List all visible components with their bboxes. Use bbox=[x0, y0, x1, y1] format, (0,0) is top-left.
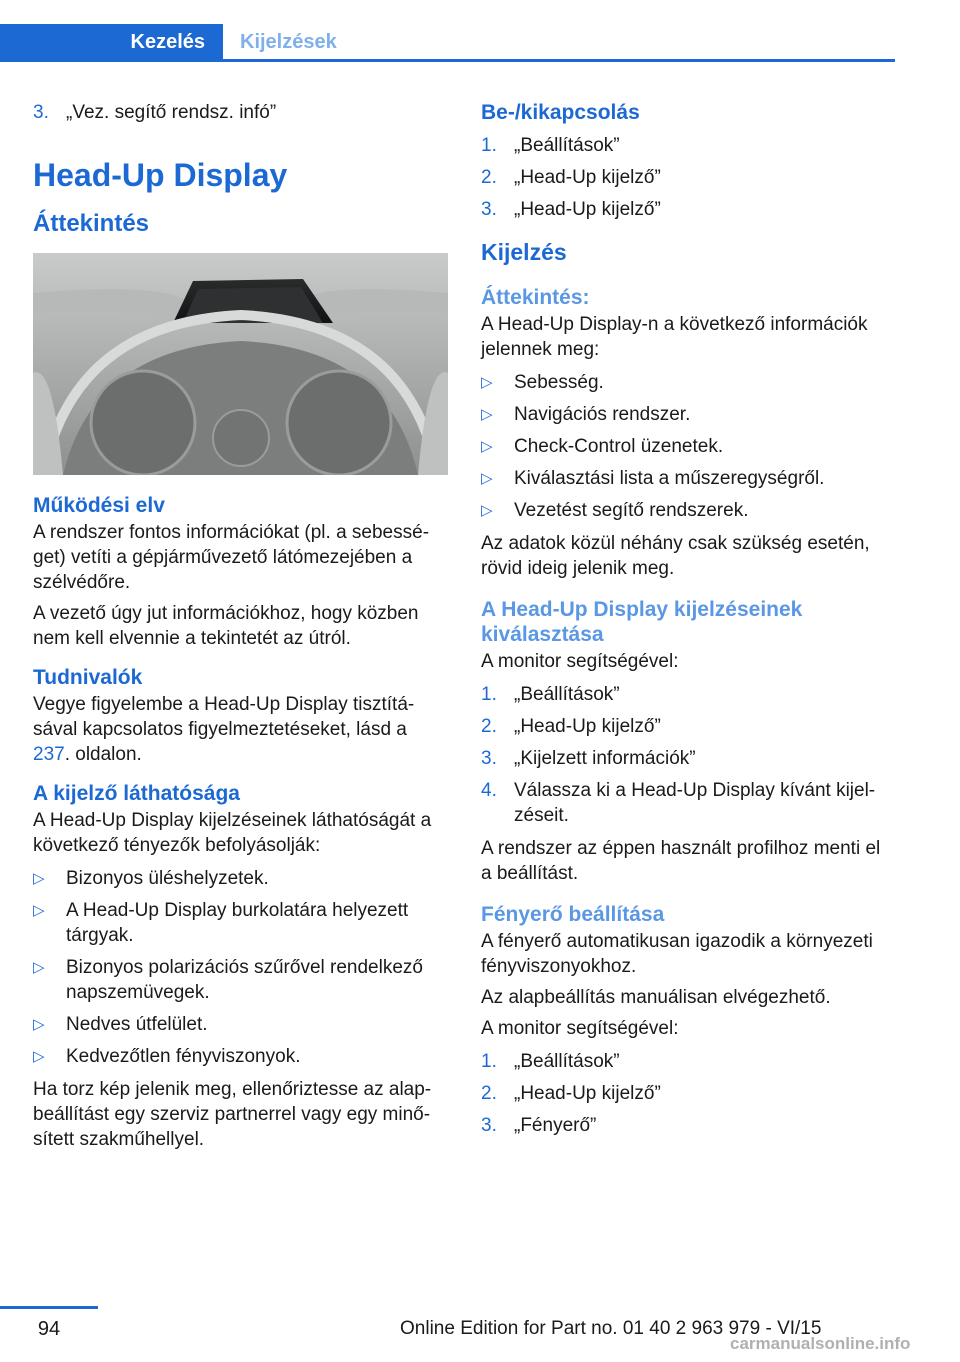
principle-paragraph-2: A vezető úgy jut információkhoz, hogy közben nem kell elvennie a tekintetét az útról. bbox=[33, 603, 419, 649]
list-item: ▷ Vezetést segítő rendszerek. bbox=[481, 500, 749, 521]
list-item bbox=[33, 100, 448, 125]
page-title: Head-Up Display bbox=[33, 157, 288, 193]
bullet-triangle-icon: ▷ bbox=[481, 438, 493, 455]
bullet-triangle-icon: ▷ bbox=[481, 374, 493, 391]
overview-intro: A Head-Up Display-n a következő információk jelennek meg: bbox=[481, 314, 868, 360]
bullet-triangle-icon: ▷ bbox=[33, 870, 45, 887]
select-steps bbox=[481, 682, 896, 828]
header-tabbar bbox=[0, 24, 895, 62]
list-item: 2. „Head-Up kijelző” bbox=[481, 716, 661, 737]
principle-paragraph-1: A rendszer fontos információkat (pl. a sebessé-get) vetíti a gépjárművezető látómezejében a szélvédőre. bbox=[33, 522, 430, 593]
brightness-paragraph-2: Az alapbeállítás manuálisan elvégezhető. bbox=[481, 987, 831, 1008]
notes-paragraph: Vegye figyelembe a Head-Up Display tisztítá-sával kapcsolatos figyelmeztetéseket, lásd a 237. oldalon. bbox=[33, 694, 415, 765]
select-outro: A rendszer az éppen használt profilhoz menti el a beállítást. bbox=[481, 838, 881, 884]
watermark: carmanualsonline.info bbox=[730, 1334, 911, 1353]
visibility-list bbox=[33, 866, 448, 1069]
list-item: 3. „Fényerő” bbox=[481, 1115, 597, 1136]
bullet-triangle-icon: ▷ bbox=[481, 502, 493, 519]
visibility-intro: A Head-Up Display kijelzéseinek láthatóságát a következő tényezők befolyásolják: bbox=[33, 810, 432, 856]
select-intro: A monitor segítségével: bbox=[481, 651, 679, 672]
list-item: ▷ Bizonyos üléshelyzetek. bbox=[33, 868, 269, 889]
brightness-paragraph-3: A monitor segítségével: bbox=[481, 1018, 679, 1039]
list-item: ▷ Bizonyos polarizációs szűrővel rendelkező napszemüvegek. bbox=[33, 957, 423, 1003]
edition-note: Online Edition for Part no. 01 40 2 963 979 - VI/15 bbox=[400, 1318, 822, 1339]
section-heading-overview: Áttekintés bbox=[33, 210, 150, 237]
section-heading-display: Kijelzés bbox=[481, 239, 567, 265]
step-number: 3. bbox=[33, 102, 49, 123]
tab-kezeles[interactable]: Kezelés bbox=[0, 24, 223, 60]
list-item: ▷ Navigációs rendszer. bbox=[481, 404, 691, 425]
list-item: ▷ A Head-Up Display burkolatára helyezett tárgyak. bbox=[33, 900, 409, 946]
bullet-triangle-icon: ▷ bbox=[481, 470, 493, 487]
left-column bbox=[33, 100, 448, 1152]
list-item: 1. „Beállítások” bbox=[481, 684, 620, 705]
list-item: ▷ Sebesség. bbox=[481, 372, 604, 393]
list-item: ▷ Nedves útfelület. bbox=[33, 1014, 208, 1035]
list-item: ▷ Check-Control üzenetek. bbox=[481, 436, 724, 457]
head-up-display-illustration bbox=[33, 253, 448, 475]
bullet-triangle-icon: ▷ bbox=[33, 1016, 45, 1033]
visibility-outro: Ha torz kép jelenik meg, ellenőriztesse az alap-beállítást egy szerviz partnerrel vagy egy minő-sített szakműhellyel. bbox=[33, 1079, 432, 1150]
overview-outro: Az adatok közül néhány csak szükség esetén, rövid ideig jelenik meg. bbox=[481, 533, 870, 579]
bullet-triangle-icon: ▷ bbox=[33, 1048, 45, 1065]
step-text: „Vez. segítő rendsz. infó” bbox=[66, 102, 277, 123]
section-heading-brightness: Fényerő beállítása bbox=[481, 903, 665, 926]
list-item: 2. „Head-Up kijelző” bbox=[481, 167, 661, 188]
page-number: 94 bbox=[37, 1318, 61, 1340]
page-link-237[interactable]: 237 bbox=[33, 744, 65, 765]
list-item: ▷ Kedvezőtlen fényviszonyok. bbox=[33, 1046, 301, 1067]
list-item: 1. „Beállítások” bbox=[481, 1051, 620, 1072]
bullet-triangle-icon: ▷ bbox=[33, 959, 45, 976]
list-item: ▷ Kiválasztási lista a műszeregységről. bbox=[481, 468, 825, 489]
footer-rule bbox=[0, 1306, 98, 1309]
section-heading-principle: Működési elv bbox=[33, 494, 165, 517]
list-item: 4. Válassza ki a Head-Up Display kívánt kijel-zéseit. bbox=[481, 780, 876, 826]
brightness-paragraph-1: A fényerő automatikusan igazodik a környezeti fényviszonyokhoz. bbox=[481, 931, 873, 977]
section-heading-notes: Tudnivalók bbox=[33, 666, 143, 689]
brightness-steps bbox=[481, 1049, 896, 1138]
tab-kijelzesek[interactable]: Kijelzések bbox=[240, 30, 337, 53]
overview-list bbox=[481, 370, 896, 523]
onoff-steps bbox=[481, 133, 896, 222]
section-heading-onoff: Be-/kikapcsolás bbox=[481, 101, 640, 124]
dashboard-figure bbox=[33, 253, 448, 475]
section-heading-visibility: A kijelző láthatósága bbox=[33, 782, 240, 805]
list-item: 3. „Head-Up kijelző” bbox=[481, 199, 661, 220]
bullet-triangle-icon: ▷ bbox=[481, 406, 493, 423]
list-item: 3. „Kijelzett információk” bbox=[481, 748, 696, 769]
section-heading-select: A Head-Up Display kijelzéseinek kiválasztása bbox=[481, 598, 803, 646]
right-column bbox=[481, 100, 896, 1146]
section-heading-overview-right: Áttekintés: bbox=[481, 286, 590, 309]
list-item: 1. „Beállítások” bbox=[481, 135, 620, 156]
bullet-triangle-icon: ▷ bbox=[33, 902, 45, 919]
list-item: 2. „Head-Up kijelző” bbox=[481, 1083, 661, 1104]
